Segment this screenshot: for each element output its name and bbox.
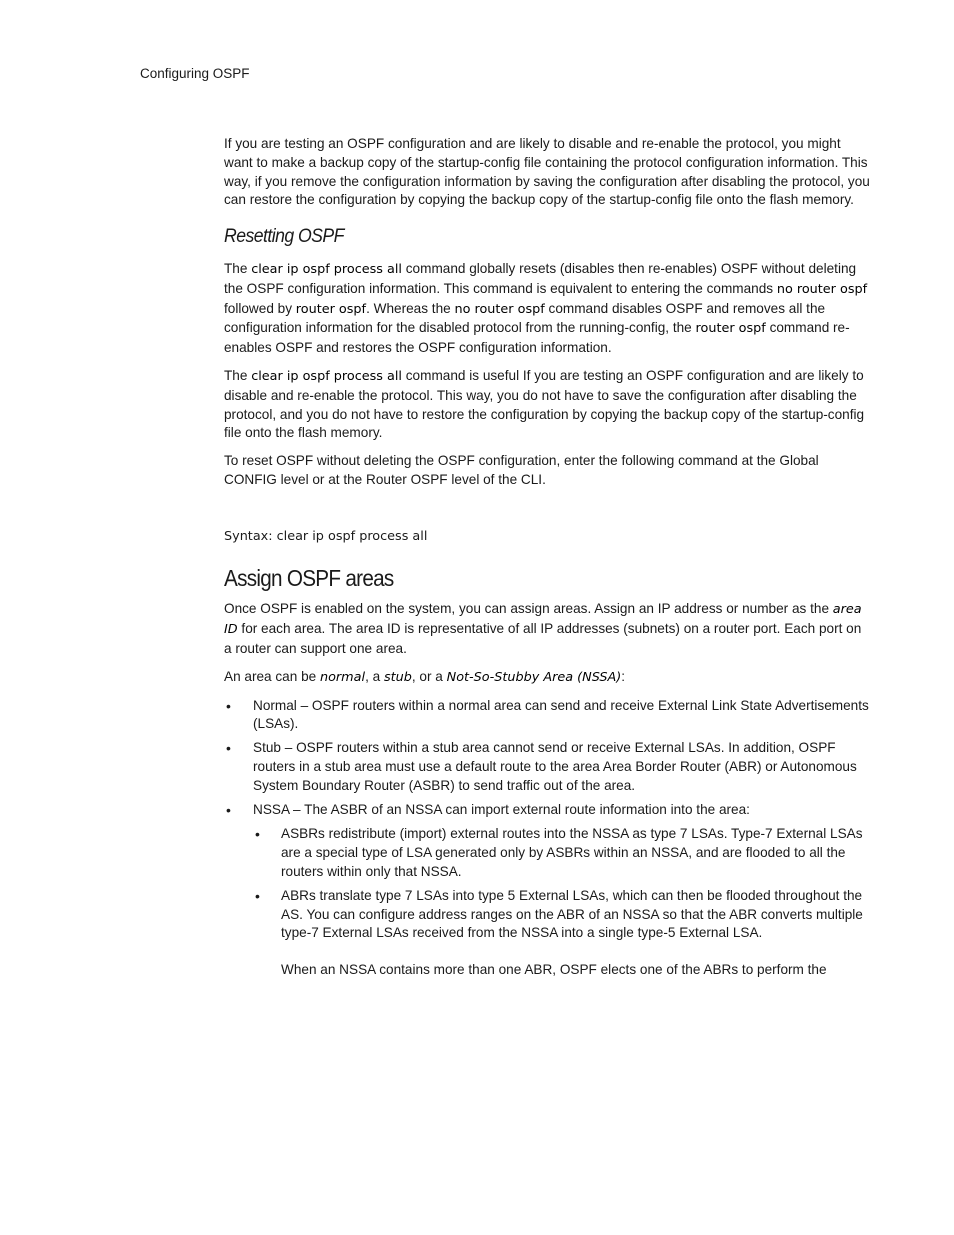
command-text: router ospf: [695, 321, 766, 337]
term-text: area ID: [224, 602, 862, 638]
term-text: stub: [383, 669, 412, 685]
list-item: • ASBRs redistribute (import) external routes into the NSSA as type 7 LSAs. Type-7 External LSAs are a special type of LSA generated only by ASBRs within an NSSA, and are flooded to all the routers within only that NSSA.: [253, 825, 870, 881]
intro-paragraph: If you are testing an OSPF configuration and are likely to disable and re-enable the protocol, you might want to make a backup copy of the startup-config file containing the protocol configuration information. This way, if you remove the configuration information by saving the configuration after disabling the protocol, you can restore the configuration by copying the backup copy of the startup-config file onto the flash memory.: [224, 136, 870, 208]
page-body: [224, 135, 870, 985]
area-type-list: [224, 697, 870, 980]
assign-ospf-areas-heading: Assign OSPF areas: [224, 564, 394, 591]
list-item: • NSSA – The ASBR of an NSSA can import external route information into the area: • ASBRs redistribute (import) external routes into the NSSA as type 7 LSAs. Type-7 External LSAs are a special type of LSA generated only by ASBRs within an NSSA, and are flooded to all the routers within only that NSSA. • ABRs translate type 7 LSAs into type 5 External LSAs, which can then be flooded throughout the AS. You can configure address ranges on the ABR of an NSSA so that the ABR converts multiple type-7 External LSAs received from the NSSA into a single type-5 External LSA. When an NSSA contains more than one ABR, OSPF elects one of the ABRs to perform the: [224, 801, 870, 980]
assign-paragraph-1: Once OSPF is enabled on the system, you can assign areas. Assign an IP address or number as the area ID for each area. The area ID is representative of all IP addresses (subnets) on a router port. Each port on a router can support one area.: [224, 601, 862, 656]
command-text: clear ip ospf process all: [251, 261, 402, 277]
list-item: • ABRs translate type 7 LSAs into type 5 External LSAs, which can then be flooded throughout the AS. You can configure address ranges on the ABR of an NSSA so that the ABR converts multiple type-7 External LSAs received from the NSSA into a single type-5 External LSA. When an NSSA contains more than one ABR, OSPF elects one of the ABRs to perform the: [253, 887, 870, 980]
resetting-ospf-heading: Resetting OSPF: [224, 226, 344, 248]
command-text: clear ip ospf process all: [251, 368, 402, 384]
term-text: Not-So-Stubby Area (NSSA): [446, 669, 622, 685]
continuation-paragraph: When an NSSA contains more than one ABR, OSPF elects one of the ABRs to perform the: [281, 962, 827, 978]
command-text: no router ospf: [776, 281, 868, 297]
resetting-paragraph-1: The clear ip ospf process all command globally resets (disables then re-enables) OSPF without deleting the OSPF configuration information. This command is equivalent to entering the commands no router ospf followed by router ospf. Whereas the no router ospf command disables OSPF and removes all the configuration information for the disabled protocol from the running-config, the router ospf command re-enables OSPF and restores the OSPF configuration information.: [224, 260, 868, 356]
resetting-paragraph-3: To reset OSPF without deleting the OSPF configuration, enter the following command at the Global CONFIG level or at the Router OSPF level of the CLI.: [224, 453, 819, 487]
nssa-sub-list: [253, 825, 870, 980]
resetting-paragraph-2: The clear ip ospf process all command is useful If you are testing an OSPF configuration and are likely to disable and re-enable the protocol. This way, you do not have to save the configuration after disabling the protocol, and you do not have to restore the configuration by copying the backup copy of the startup-config file onto the flash memory.: [224, 367, 865, 441]
list-item: • Normal – OSPF routers within a normal area can send and receive External Link State Advertisements (LSAs).: [224, 697, 870, 735]
running-header: Configuring OSPF: [140, 66, 250, 81]
list-item: • Stub – OSPF routers within a stub area cannot send or receive External LSAs. In addition, OSPF routers in a stub area must use a default route to the area Area Border Router (ABR) or Autonomous System Boundary Router (ASBR) to send traffic out of the area.: [224, 739, 870, 795]
term-text: normal: [319, 669, 366, 685]
assign-paragraph-2: An area can be normal, a stub, or a Not-So-Stubby Area (NSSA):: [224, 668, 626, 685]
command-text: router ospf: [295, 301, 367, 317]
command-text: no router ospf: [454, 301, 545, 317]
syntax-line: Syntax: clear ip ospf process all: [224, 528, 428, 544]
